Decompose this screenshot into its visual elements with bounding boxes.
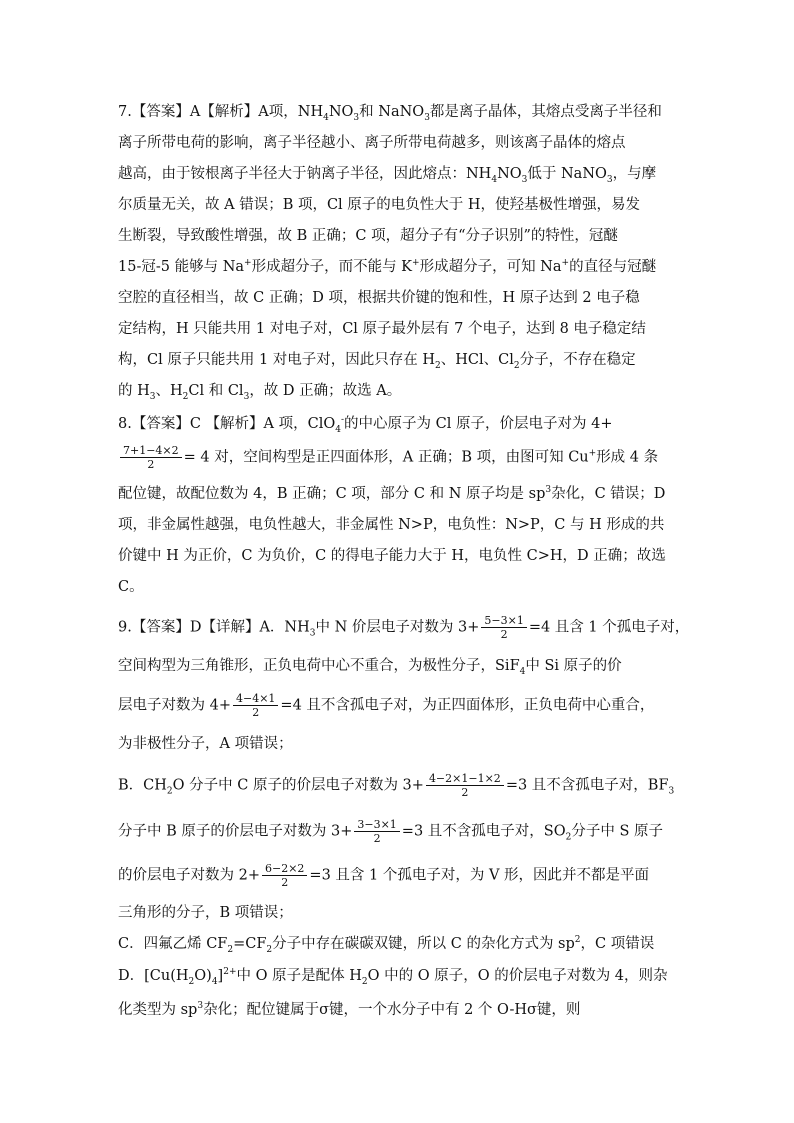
subscript: 4 — [323, 112, 329, 123]
q9-line-6 — [118, 818, 663, 845]
subscript: 2 — [166, 786, 173, 797]
q9-line-1 — [118, 614, 689, 641]
q9-line-9 — [118, 934, 654, 954]
fraction-numerator: 4−4×1 — [233, 692, 278, 706]
text: 构，Cl 原子只能共用 1 对电子对，因此只存在 H — [118, 352, 436, 368]
q7-line-6 — [118, 257, 656, 277]
superscript: + — [561, 258, 570, 269]
fraction-numerator: 3−3×1 — [354, 818, 399, 832]
text: 都是离子晶体，其熔点受离子半径和 — [429, 104, 662, 120]
superscript: 2+ — [223, 967, 237, 978]
q9-line-2 — [118, 656, 622, 676]
subscript: 2 — [266, 944, 273, 955]
superscript: + — [244, 258, 252, 269]
fraction — [481, 614, 526, 641]
text: 中 N 价层电子对数为 3+ — [315, 619, 480, 636]
superscript: 2 — [574, 935, 581, 946]
superscript: + — [412, 258, 420, 269]
text: ] — [217, 968, 224, 984]
text: =CF — [233, 936, 267, 952]
text: 的中心原子为 Cl 原子，价层电子对为 4+ — [344, 416, 613, 432]
text: 分子中 S 原子 — [571, 823, 663, 840]
q9-line-5 — [118, 772, 674, 799]
q7-line-9 — [118, 350, 636, 370]
fraction — [354, 818, 399, 845]
superscript: - — [340, 415, 345, 426]
text: 中 Si 原子的价 — [525, 658, 622, 674]
q7-line-4: 尔质量无关，故 A 错误；B 项，Cl 原子的电负性大于 H，使羟基极性增强，易发 — [118, 197, 641, 213]
fraction — [120, 444, 182, 471]
text: 中 O 原子是配体 H — [236, 968, 362, 984]
q9-line-4: 为非极性分子，A 项错误； — [118, 736, 293, 752]
text: O) — [194, 968, 212, 984]
text: 9.【答案】D【详解】A．NH — [118, 619, 310, 636]
subscript: 3 — [353, 112, 360, 123]
q7-line-3 — [118, 164, 656, 184]
text: C．四氟乙烯 CF — [118, 936, 228, 952]
q7-line-8: 定结构，H 只能共用 1 对电子对，Cl 原子最外层有 7 个电子，达到 8 电子稳定结 — [118, 321, 646, 337]
superscript: 3 — [197, 1001, 204, 1012]
subscript: 4 — [335, 424, 341, 435]
text: =4 且含 1 个孤电子对， — [528, 619, 690, 636]
q8-line-5: 价键中 H 为正价，C 为负价，C 的得电子能力大于 H，电负性 C>H，D 正确；故选 — [118, 548, 666, 564]
subscript: 4 — [211, 976, 218, 987]
subscript: 3 — [668, 786, 675, 797]
fraction-denominator: 2 — [147, 458, 155, 471]
text: NO — [497, 166, 522, 182]
text: NO — [328, 104, 354, 120]
text: 配位键，故配位数为 4，B 正确；C 项，部分 C 和 N 原子均是 sp — [118, 486, 546, 502]
text: 低于 NaNO — [527, 166, 607, 182]
q8-line-3 — [118, 484, 665, 504]
fraction-numerator: 4−2×1−1×2 — [426, 772, 504, 786]
q8-line-6: C。 — [118, 579, 144, 595]
text: 的 H — [118, 383, 150, 399]
q9-line-7 — [118, 862, 649, 889]
text: =3 且不含孤电子对，BF — [505, 777, 669, 794]
text: 形成 4 条 — [596, 449, 659, 466]
q9-line-3 — [118, 692, 654, 719]
text: 形成超分子，而不能与 K — [251, 259, 413, 275]
q8-line-4: 项，非金属性越强，电负性越大，非金属性 N>P，电负性：N>P，C 与 H 形成的共 — [118, 517, 665, 533]
fraction-denominator: 2 — [281, 876, 289, 889]
q7-line-2: 离子所带电荷的影响，离子半径越小、离子所带电荷越多，则该离子晶体的熔点 — [118, 135, 626, 151]
text: O 分子中 C 原子的价层电子对数为 3+ — [172, 777, 424, 794]
subscript: 2 — [565, 832, 572, 843]
fraction-denominator: 2 — [373, 832, 381, 845]
subscript: 4 — [491, 174, 498, 185]
text: 空间构型为三角锥形，正负电荷中心不重合，为极性分子，SiF — [118, 658, 520, 674]
subscript: 3 — [424, 112, 430, 123]
q9-line-8: 三角形的分子，B 项错误； — [118, 905, 293, 921]
superscript: 3 — [545, 485, 552, 496]
text: 的直径与冠醚 — [569, 259, 657, 275]
text: 分子中 B 原子的价层电子对数为 3+ — [118, 823, 353, 840]
text: ，C 项错误 — [580, 936, 655, 952]
q7-line-5: 生断裂，导致酸性增强，故 B 正确；C 项，超分子有“分子识别”的特性，冠醚 — [118, 228, 618, 244]
text: =4 且不含孤电子对，为正四面体形，正负电荷中心重合， — [280, 697, 655, 714]
text: = 4 对，空间构型是正四面体形，A 正确；B 项，由图可知 Cu — [183, 449, 589, 466]
subscript: 2 — [182, 391, 189, 402]
text: D．[Cu(H — [118, 968, 189, 984]
text: 8.【答案】C 【解析】A 项，ClO — [118, 416, 336, 432]
fraction-denominator: 2 — [252, 706, 260, 719]
text: 杂化，C 错误；D — [551, 486, 666, 502]
subscript: 2 — [513, 360, 520, 371]
text: 15-冠-5 能够与 Na — [118, 259, 245, 275]
subscript: 3 — [521, 174, 528, 185]
text: 分子中存在碳碳双键，所以 C 的杂化方式为 sp — [272, 936, 575, 952]
text: 7.【答案】A【解析】A项，NH — [118, 104, 324, 120]
fraction-denominator: 2 — [461, 786, 469, 799]
text: =3 且含 1 个孤电子对，为 V 形，因此并不都是平面 — [309, 867, 650, 884]
q9-line-10 — [118, 966, 668, 986]
text: O 中的 O 原子，O 的价层电子对数为 4，则杂 — [367, 968, 668, 984]
fraction — [262, 862, 307, 889]
subscript: 4 — [519, 666, 526, 677]
subscript: 3 — [149, 391, 156, 402]
q7-line-10 — [118, 381, 401, 401]
q9-line-11 — [118, 1000, 580, 1020]
q8-line-1 — [118, 414, 612, 434]
fraction-numerator: 7+1−4×2 — [120, 444, 182, 458]
fraction-denominator: 2 — [500, 628, 508, 641]
fraction — [426, 772, 504, 799]
q7-line-7: 空腔的直径相当，故 C 正确；D 项，根据共价键的饱和性，H 原子达到 2 电子稳 — [118, 290, 640, 306]
subscript: 2 — [435, 360, 441, 371]
q7-line-1 — [118, 102, 662, 122]
superscript: + — [588, 448, 597, 459]
subscript: 3 — [309, 628, 316, 639]
text: 和 NaNO — [359, 104, 425, 120]
text: =3 且不含孤电子对，SO — [401, 823, 566, 840]
text: 越高，由于铵根离子半径大于钠离子半径，因此熔点：NH — [118, 166, 492, 182]
fraction — [233, 692, 278, 719]
text: B．CH — [118, 777, 167, 794]
text: 形成超分子，可知 Na — [419, 259, 562, 275]
text: 化类型为 sp — [118, 1002, 198, 1018]
text: 、HCl、Cl — [440, 352, 514, 368]
fraction-numerator: 6−2×2 — [262, 862, 307, 876]
text: ，故 D 正确；故选 A。 — [249, 383, 402, 399]
q8-line-2 — [118, 444, 658, 471]
text: 层电子对数为 4+ — [118, 697, 231, 714]
fraction-numerator: 5−3×1 — [481, 614, 526, 628]
text: 杂化；配位键属于σ键，一个水分子中有 2 个 O-Hσ键，则 — [203, 1002, 581, 1018]
text: ，与摩 — [612, 166, 657, 182]
subscript: 2 — [227, 944, 234, 955]
text: Cl 和 Cl — [188, 383, 244, 399]
subscript: 3 — [606, 174, 613, 185]
text: 分子，不存在稳定 — [519, 352, 636, 368]
text: 的价层电子对数为 2+ — [118, 867, 260, 884]
subscript: 3 — [243, 391, 250, 402]
subscript: 2 — [361, 976, 368, 987]
text: 、H — [155, 383, 183, 399]
subscript: 2 — [188, 976, 195, 987]
